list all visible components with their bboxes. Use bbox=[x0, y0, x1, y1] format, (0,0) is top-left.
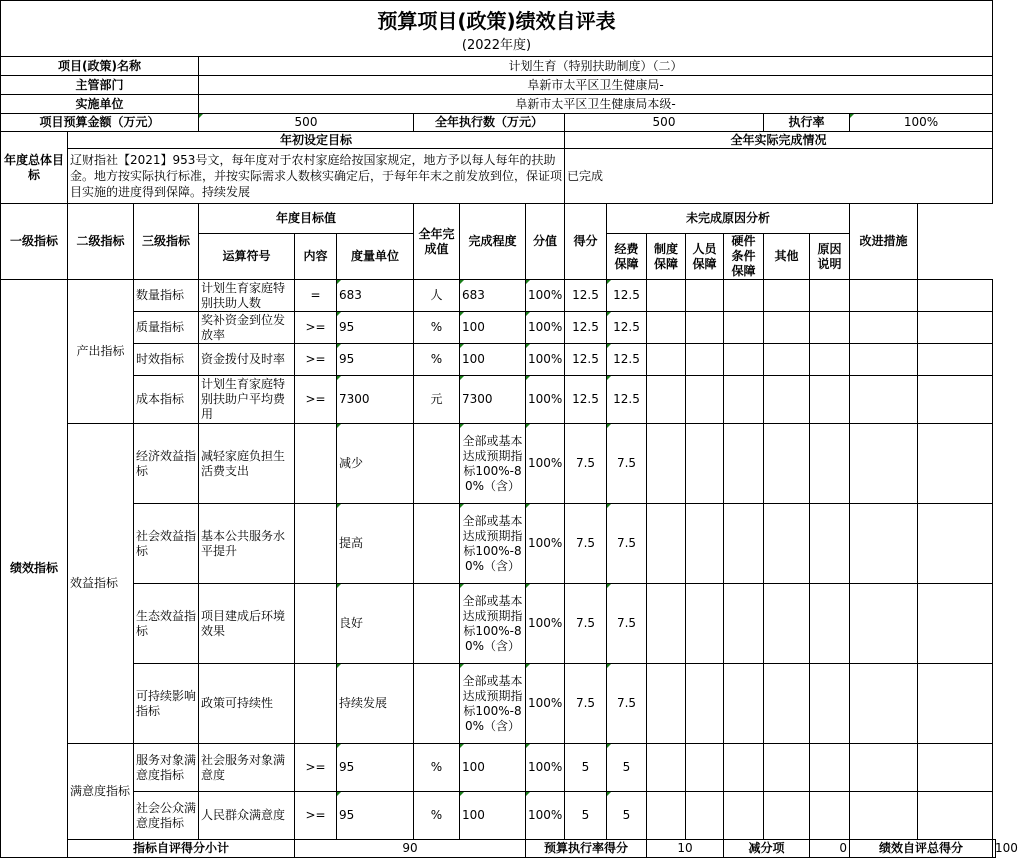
row-level3: 减轻家庭负担生活费支出 bbox=[199, 424, 295, 504]
reason-cell bbox=[764, 792, 810, 840]
reason-cell bbox=[850, 744, 918, 792]
header-score: 得分 bbox=[565, 204, 607, 280]
group-name: 效益指标 bbox=[68, 424, 134, 744]
row-level3: 政策可持续性 bbox=[199, 664, 295, 744]
reason-cell bbox=[686, 664, 724, 744]
row-operator: >= bbox=[295, 344, 337, 376]
reason-cell bbox=[647, 792, 686, 840]
reason-cell bbox=[764, 312, 810, 344]
reason-cell bbox=[764, 744, 810, 792]
row-score-value: 12.5 bbox=[565, 280, 607, 312]
row-completion: 100 bbox=[460, 744, 526, 792]
row-level3: 计划生育家庭特别扶助人数 bbox=[199, 280, 295, 312]
row-operator: >= bbox=[295, 792, 337, 840]
row-completion: 全部或基本达成预期指标100%-80%（含） bbox=[460, 504, 526, 584]
row-score-value: 12.5 bbox=[565, 344, 607, 376]
reason-cell bbox=[724, 376, 764, 424]
actual-completion-text: 已完成 bbox=[565, 149, 993, 204]
reason-cell bbox=[647, 312, 686, 344]
row-completion: 全部或基本达成预期指标100%-80%（含） bbox=[460, 664, 526, 744]
row-content: 683 bbox=[337, 280, 414, 312]
reason-cell bbox=[647, 344, 686, 376]
reason-cell bbox=[850, 792, 918, 840]
initial-goal-header: 年初设定目标 bbox=[68, 132, 565, 149]
reason-cell bbox=[686, 424, 724, 504]
deduct-value: 0 bbox=[810, 840, 850, 858]
row-level2: 数量指标 bbox=[134, 280, 199, 312]
reason-cell bbox=[647, 504, 686, 584]
reason-cell bbox=[686, 376, 724, 424]
group-name: 产出指标 bbox=[68, 280, 134, 424]
improve-cell bbox=[918, 424, 993, 504]
row-score-value: 12.5 bbox=[565, 312, 607, 344]
unit-label: 实施单位 bbox=[1, 95, 199, 114]
row-unit bbox=[414, 424, 460, 504]
reason-cell bbox=[647, 424, 686, 504]
row-level2: 质量指标 bbox=[134, 312, 199, 344]
row-content: 持续发展 bbox=[337, 664, 414, 744]
rate-label: 执行率 bbox=[764, 114, 850, 132]
reason-cell bbox=[810, 424, 850, 504]
row-content: 7300 bbox=[337, 376, 414, 424]
exec-value: 500 bbox=[565, 114, 764, 132]
header-improve: 改进措施 bbox=[850, 204, 918, 280]
reason-cell bbox=[686, 584, 724, 664]
project-name-value: 计划生育（特别扶助制度）（二） bbox=[199, 57, 993, 76]
total-value: 100 bbox=[993, 840, 996, 858]
improve-cell bbox=[918, 344, 993, 376]
header-reasons: 未完成原因分析 bbox=[607, 204, 850, 234]
reason-cell bbox=[810, 792, 850, 840]
row-score-value: 7.5 bbox=[565, 664, 607, 744]
row-operator bbox=[295, 584, 337, 664]
row-unit: % bbox=[414, 792, 460, 840]
reason-cell bbox=[810, 280, 850, 312]
reason-cell bbox=[686, 344, 724, 376]
row-level3: 奖补资金到位发放率 bbox=[199, 312, 295, 344]
row-level3: 人民群众满意度 bbox=[199, 792, 295, 840]
header-degree: 完成程度 bbox=[460, 204, 526, 280]
row-score-value: 5 bbox=[565, 744, 607, 792]
reason-cell bbox=[647, 664, 686, 744]
row-content: 减少 bbox=[337, 424, 414, 504]
row-score-value: 12.5 bbox=[565, 376, 607, 424]
row-score-value: 5 bbox=[565, 792, 607, 840]
header-level2: 二级指标 bbox=[68, 204, 134, 280]
exec-label: 全年执行数（万元） bbox=[414, 114, 565, 132]
row-score: 7.5 bbox=[607, 664, 647, 744]
header-reason-other: 其他 bbox=[764, 234, 810, 280]
reason-cell bbox=[647, 584, 686, 664]
page-title: 预算项目(政策)绩效自评表 bbox=[1, 1, 993, 37]
reason-cell bbox=[686, 504, 724, 584]
header-annual-target: 年度目标值 bbox=[199, 204, 414, 234]
rate-value: 100% bbox=[850, 114, 993, 132]
improve-cell bbox=[918, 280, 993, 312]
header-score-value: 分值 bbox=[526, 204, 565, 280]
unit-value: 阜新市太平区卫生健康局本级- bbox=[199, 95, 993, 114]
group-name: 满意度指标 bbox=[68, 744, 134, 840]
improve-cell bbox=[918, 744, 993, 792]
row-score: 7.5 bbox=[607, 504, 647, 584]
row-content: 95 bbox=[337, 344, 414, 376]
header-level3: 三级指标 bbox=[134, 204, 199, 280]
header-level1: 一级指标 bbox=[1, 204, 68, 280]
reason-cell bbox=[764, 424, 810, 504]
row-unit bbox=[414, 664, 460, 744]
row-score: 12.5 bbox=[607, 280, 647, 312]
improve-cell bbox=[918, 664, 993, 744]
subtotal-label: 指标自评得分小计 bbox=[68, 840, 295, 858]
row-score: 12.5 bbox=[607, 376, 647, 424]
row-completion: 全部或基本达成预期指标100%-80%（含） bbox=[460, 424, 526, 504]
reason-cell bbox=[724, 584, 764, 664]
row-level3: 项目建成后环境效果 bbox=[199, 584, 295, 664]
reason-cell bbox=[850, 504, 918, 584]
row-content: 95 bbox=[337, 744, 414, 792]
row-completion: 683 bbox=[460, 280, 526, 312]
row-unit: % bbox=[414, 312, 460, 344]
row-operator bbox=[295, 424, 337, 504]
row-degree: 100% bbox=[526, 792, 565, 840]
row-completion: 100 bbox=[460, 344, 526, 376]
subtotal-value: 90 bbox=[295, 840, 526, 858]
reason-cell bbox=[647, 376, 686, 424]
reason-cell bbox=[810, 584, 850, 664]
row-unit: 人 bbox=[414, 280, 460, 312]
row-operator bbox=[295, 664, 337, 744]
row-content: 良好 bbox=[337, 584, 414, 664]
header-unit: 度量单位 bbox=[337, 234, 414, 280]
row-level2: 生态效益指标 bbox=[134, 584, 199, 664]
row-score: 12.5 bbox=[607, 312, 647, 344]
reason-cell bbox=[810, 312, 850, 344]
header-reason-explain: 原因说明 bbox=[810, 234, 850, 280]
budget-rate-value: 10 bbox=[647, 840, 724, 858]
row-operator: >= bbox=[295, 744, 337, 792]
reason-cell bbox=[764, 584, 810, 664]
reason-cell bbox=[850, 376, 918, 424]
improve-cell bbox=[918, 504, 993, 584]
row-level2: 可持续影响指标 bbox=[134, 664, 199, 744]
reason-cell bbox=[850, 664, 918, 744]
reason-cell bbox=[724, 792, 764, 840]
row-operator: = bbox=[295, 280, 337, 312]
row-score: 7.5 bbox=[607, 424, 647, 504]
budget-rate-label: 预算执行率得分 bbox=[526, 840, 647, 858]
dept-label: 主管部门 bbox=[1, 76, 199, 95]
improve-cell bbox=[918, 376, 993, 424]
reason-cell bbox=[764, 280, 810, 312]
row-unit: % bbox=[414, 744, 460, 792]
row-score-value: 7.5 bbox=[565, 424, 607, 504]
reason-cell bbox=[686, 280, 724, 312]
reason-cell bbox=[686, 744, 724, 792]
header-reason-system: 制度保障 bbox=[647, 234, 686, 280]
reason-cell bbox=[724, 344, 764, 376]
reason-cell bbox=[764, 504, 810, 584]
row-degree: 100% bbox=[526, 744, 565, 792]
row-score: 5 bbox=[607, 744, 647, 792]
row-level3: 社会服务对象满意度 bbox=[199, 744, 295, 792]
reason-cell bbox=[686, 312, 724, 344]
row-level3: 计划生育家庭特别扶助户平均费用 bbox=[199, 376, 295, 424]
reason-cell bbox=[810, 344, 850, 376]
row-degree: 100% bbox=[526, 664, 565, 744]
reason-cell bbox=[850, 280, 918, 312]
dept-value: 阜新市太平区卫生健康局- bbox=[199, 76, 993, 95]
reason-cell bbox=[764, 344, 810, 376]
reason-cell bbox=[647, 744, 686, 792]
row-degree: 100% bbox=[526, 376, 565, 424]
actual-completion-header: 全年实际完成情况 bbox=[565, 132, 993, 149]
row-degree: 100% bbox=[526, 584, 565, 664]
reason-cell bbox=[850, 344, 918, 376]
row-completion: 100 bbox=[460, 792, 526, 840]
reason-cell bbox=[724, 424, 764, 504]
header-reason-staff: 人员保障 bbox=[686, 234, 724, 280]
row-degree: 100% bbox=[526, 312, 565, 344]
header-content: 内容 bbox=[295, 234, 337, 280]
reason-cell bbox=[764, 664, 810, 744]
row-operator: >= bbox=[295, 312, 337, 344]
row-degree: 100% bbox=[526, 504, 565, 584]
row-content: 提高 bbox=[337, 504, 414, 584]
header-completion: 全年完成值 bbox=[414, 204, 460, 280]
budget-value: 500 bbox=[199, 114, 414, 132]
row-level2: 成本指标 bbox=[134, 376, 199, 424]
row-level2: 服务对象满意度指标 bbox=[134, 744, 199, 792]
row-unit bbox=[414, 504, 460, 584]
row-unit bbox=[414, 584, 460, 664]
improve-cell bbox=[918, 584, 993, 664]
row-score-value: 7.5 bbox=[565, 584, 607, 664]
reason-cell bbox=[850, 584, 918, 664]
row-degree: 100% bbox=[526, 344, 565, 376]
reason-cell bbox=[810, 376, 850, 424]
reason-cell bbox=[724, 744, 764, 792]
row-operator: >= bbox=[295, 376, 337, 424]
reason-cell bbox=[810, 744, 850, 792]
row-unit: % bbox=[414, 344, 460, 376]
row-level2: 经济效益指标 bbox=[134, 424, 199, 504]
row-score-value: 7.5 bbox=[565, 504, 607, 584]
improve-cell bbox=[918, 792, 993, 840]
row-degree: 100% bbox=[526, 280, 565, 312]
row-completion: 100 bbox=[460, 312, 526, 344]
budget-label: 项目预算金额（万元） bbox=[1, 114, 199, 132]
row-score: 7.5 bbox=[607, 584, 647, 664]
row-level2: 社会公众满意度指标 bbox=[134, 792, 199, 840]
annual-goal-label: 年度总体目标 bbox=[1, 132, 68, 204]
row-level2: 社会效益指标 bbox=[134, 504, 199, 584]
initial-goal-text: 辽财指社【2021】953号文，每年度对于农村家庭给按国家规定，地方予以每人每年的扶助金。地方按实际执行标准，并按实际需求人数核实确定后，于每年年末之前发放到位，保证项目实施的进度得到保障。持续发展 bbox=[68, 149, 565, 204]
reason-cell bbox=[764, 376, 810, 424]
header-operator: 运算符号 bbox=[199, 234, 295, 280]
row-score: 5 bbox=[607, 792, 647, 840]
page-subtitle: (2022年度) bbox=[1, 37, 993, 57]
project-name-label: 项目(政策)名称 bbox=[1, 57, 199, 76]
deduct-label: 减分项 bbox=[724, 840, 810, 858]
row-unit: 元 bbox=[414, 376, 460, 424]
header-reason-hardware: 硬件条件保障 bbox=[724, 234, 764, 280]
reason-cell bbox=[647, 280, 686, 312]
row-level3: 基本公共服务水平提升 bbox=[199, 504, 295, 584]
reason-cell bbox=[724, 312, 764, 344]
row-completion: 全部或基本达成预期指标100%-80%（含） bbox=[460, 584, 526, 664]
improve-cell bbox=[918, 312, 993, 344]
header-reason-fund: 经费保障 bbox=[607, 234, 647, 280]
reason-cell bbox=[850, 424, 918, 504]
reason-cell bbox=[810, 504, 850, 584]
reason-cell bbox=[724, 664, 764, 744]
row-level2: 时效指标 bbox=[134, 344, 199, 376]
row-content: 95 bbox=[337, 312, 414, 344]
row-operator bbox=[295, 504, 337, 584]
row-level3: 资金拨付及时率 bbox=[199, 344, 295, 376]
reason-cell bbox=[724, 280, 764, 312]
row-score: 12.5 bbox=[607, 344, 647, 376]
performance-indicators-label: 绩效指标 bbox=[1, 280, 68, 858]
reason-cell bbox=[724, 504, 764, 584]
reason-cell bbox=[810, 664, 850, 744]
row-degree: 100% bbox=[526, 424, 565, 504]
total-label: 绩效自评总得分 bbox=[850, 840, 993, 858]
row-content: 95 bbox=[337, 792, 414, 840]
row-completion: 7300 bbox=[460, 376, 526, 424]
reason-cell bbox=[686, 792, 724, 840]
reason-cell bbox=[850, 312, 918, 344]
